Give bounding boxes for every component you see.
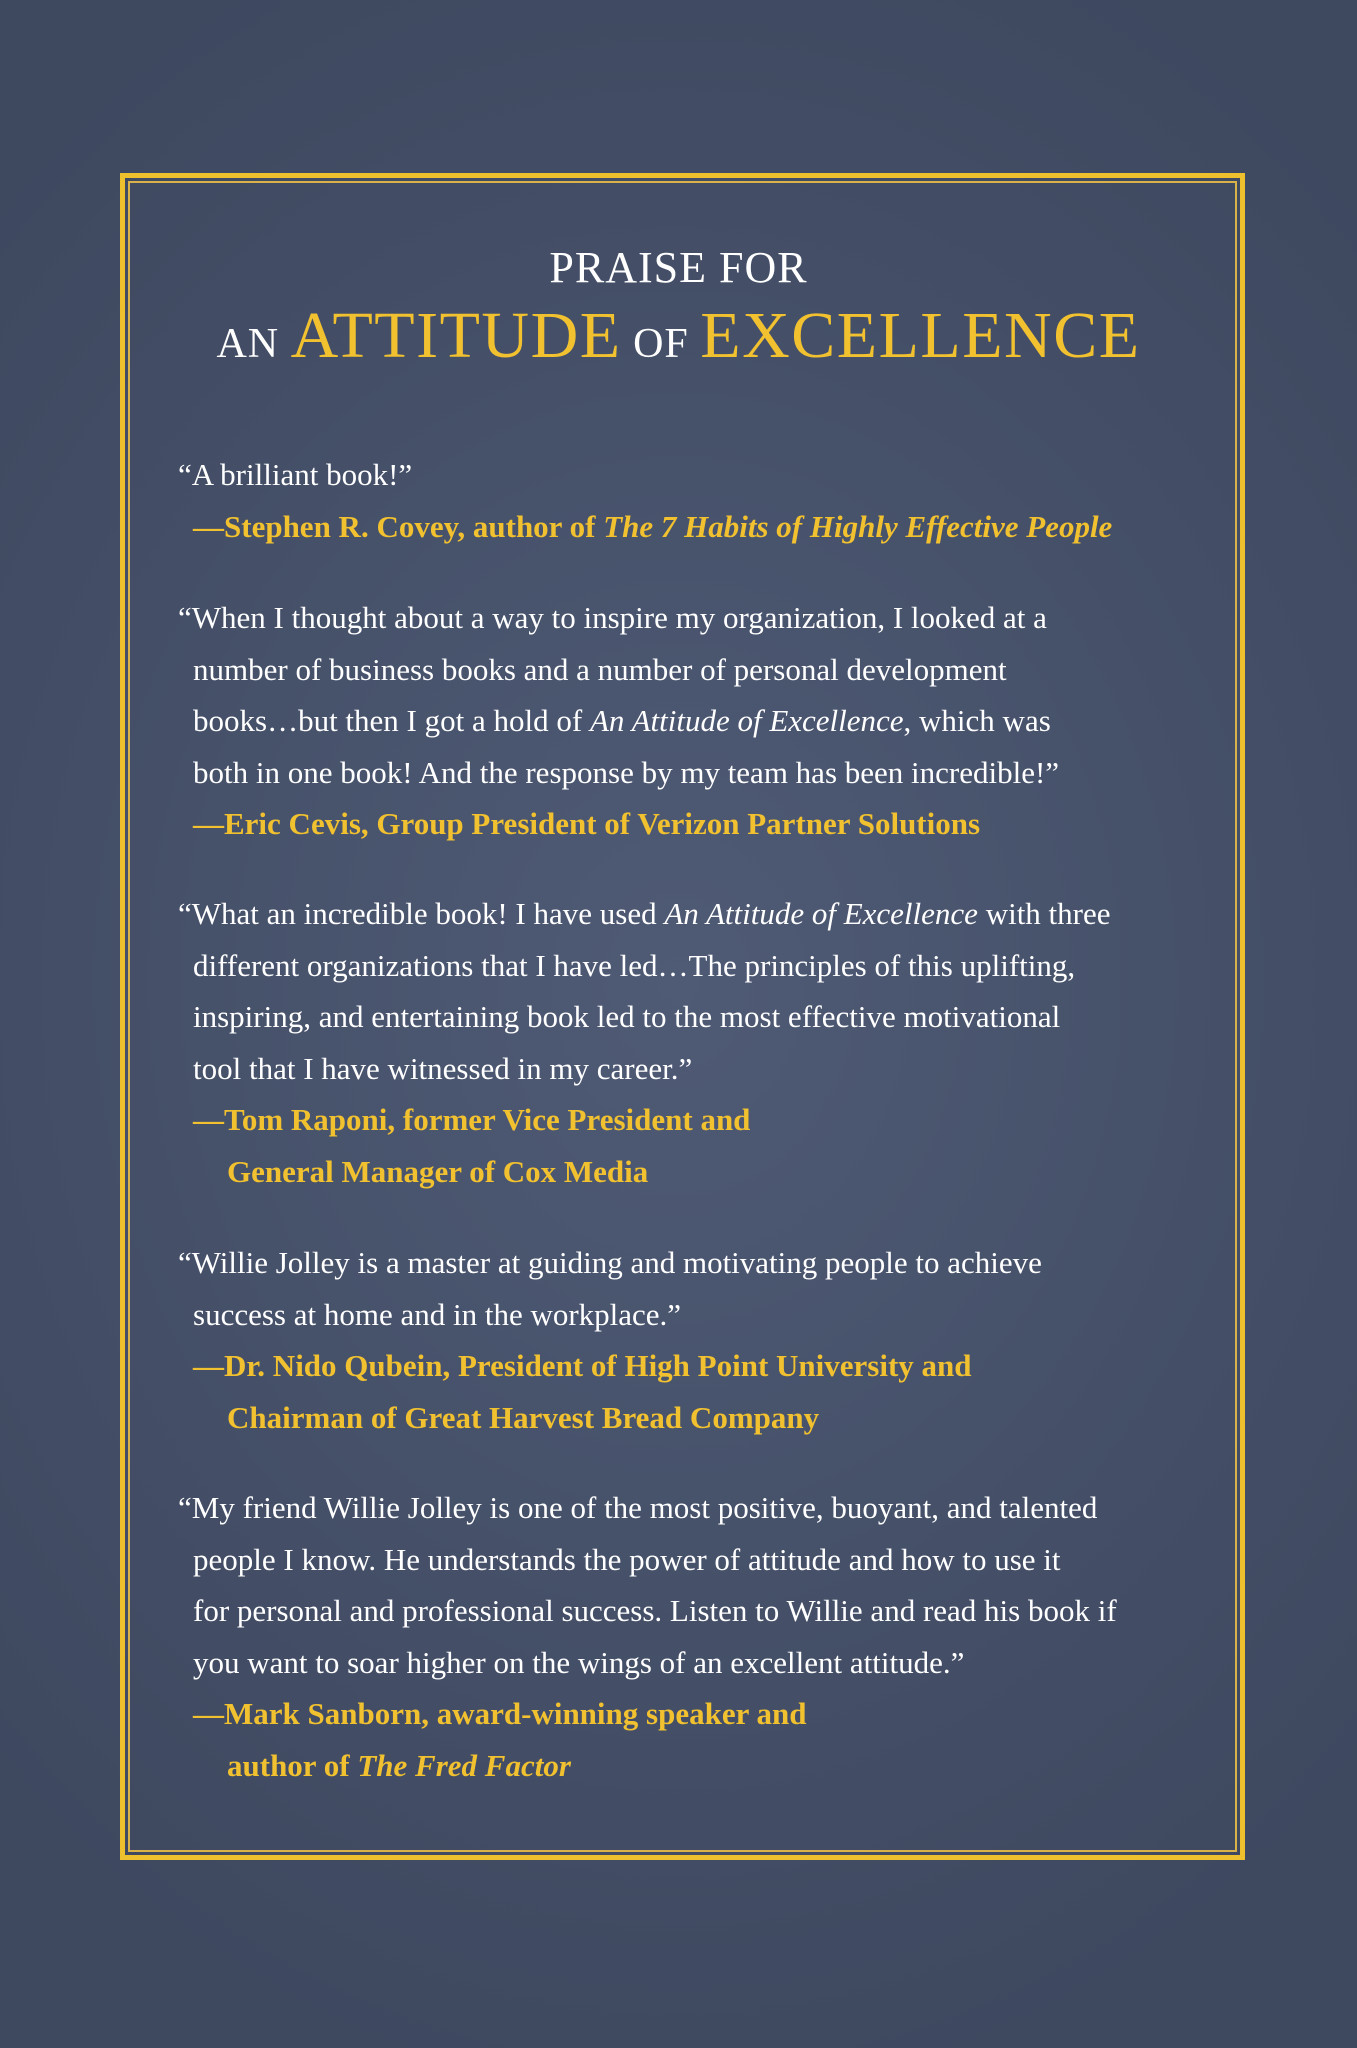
quote-attribution-continued: Chairman of Great Harvest Bread Company (227, 1399, 820, 1435)
quote-text (178, 695, 1198, 747)
quote-text: success at home and in the workplace.” (193, 1296, 682, 1332)
attribution-text: author of (227, 1747, 358, 1783)
quote-text: people I know. He understands the power of attitude and how to use it (193, 1541, 1061, 1577)
attribution-name: —Stephen R. Covey, author of (193, 508, 604, 544)
quote-covey (178, 449, 1198, 552)
quote-text-part: with three (977, 896, 1111, 931)
quote-text-part: , which was (903, 703, 1051, 738)
quote-book-title: An Attitude of Excellence (664, 896, 978, 931)
quote-text: inspiring, and entertaining book led to the most effective motivational (193, 999, 1061, 1034)
quote-attribution: —Mark Sanborn, award-winning speaker and (193, 1696, 807, 1731)
quote-attribution: —Dr. Nido Qubein, President of High Point University and (193, 1348, 972, 1383)
quote-text: for personal and professional success. Listen to Willie and read his book if (193, 1593, 1117, 1628)
quote-qubein (178, 1237, 1198, 1443)
quote-text: “A brilliant book!” (178, 457, 413, 492)
quote-raponi (178, 888, 1198, 1197)
quote-text: different organizations that I have led…The principles of this uplifting, (193, 947, 1076, 983)
quote-text: number of business books and a number of personal development (193, 651, 1007, 687)
title-word-an: AN (216, 321, 280, 367)
quote-text-part: books…but then I got a hold of (193, 703, 590, 738)
heading-book-title (0, 298, 1357, 382)
attribution-book-title: The 7 Habits of Highly Effective People (603, 508, 1113, 544)
title-word-attitude: ATTITUDE (290, 299, 622, 372)
quote-attribution: —Eric Cevis, Group President of Verizon Partner Solutions (193, 806, 981, 841)
quote-text: “When I thought about a way to inspire my organization, I looked at a (178, 600, 1047, 635)
quote-sanborn (178, 1482, 1198, 1791)
quote-text-part: “What an incredible book! I have used (178, 896, 665, 931)
quote-book-title: An Attitude of Excellence (589, 703, 904, 738)
quote-attribution-continued (178, 1740, 1198, 1792)
quote-attribution (178, 501, 1198, 553)
quote-attribution: —Tom Raponi, former Vice President and (193, 1102, 751, 1137)
quote-text: “Willie Jolley is a master at guiding and motivating people to achieve (178, 1245, 1042, 1280)
quote-text (178, 888, 1198, 940)
title-word-excellence: EXCELLENCE (700, 299, 1141, 372)
heading-praise-for: PRAISE FOR (549, 243, 808, 292)
title-word-of: OF (633, 321, 689, 367)
attribution-book-title: The Fred Factor (357, 1747, 571, 1783)
quote-attribution-continued: General Manager of Cox Media (227, 1153, 649, 1189)
quote-text: you want to soar higher on the wings of an excellent attitude.” (193, 1644, 965, 1680)
quote-cevis (178, 592, 1198, 850)
quote-text: tool that I have witnessed in my career.” (193, 1050, 693, 1086)
quote-text: both in one book! And the response by my team has been incredible!” (193, 754, 1060, 790)
quote-text: “My friend Willie Jolley is one of the most positive, buoyant, and talented (178, 1490, 1098, 1525)
